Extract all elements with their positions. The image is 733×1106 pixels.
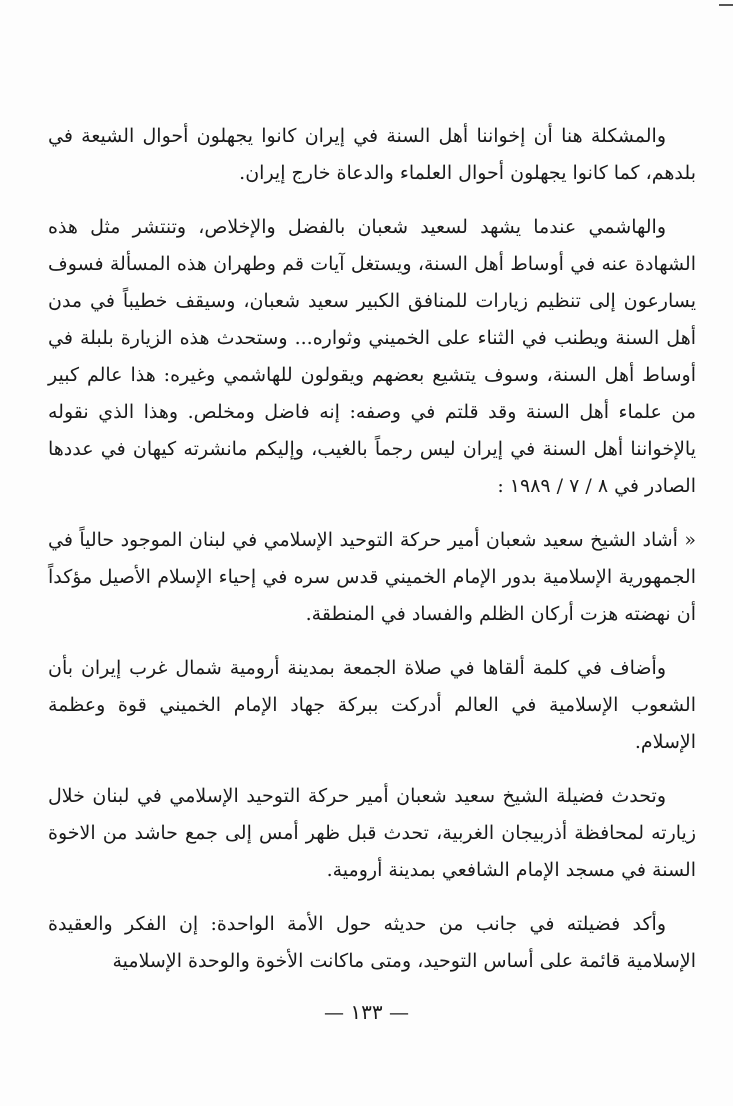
paragraph-4: وأضاف في كلمة ألقاها في صلاة الجمعة بمدينة أرومية شمال غرب إيران بأن الشعوب الإسلامية في العالم أدركت ببركة جهاد الإمام الخميني قوة وعظمة الإسلام.: [48, 657, 696, 753]
paragraph-6: وأكد فضيلته في جانب من حديثه حول الأمة الواحدة: إن الفكر والعقيدة الإسلامية قائمة على أساس التوحيد، ومتى ماكانت الأخوة والوحدة الإسلامية: [48, 913, 696, 972]
paragraph-2: والهاشمي عندما يشهد لسعيد شعبان بالفضل والإخلاص، وتنتشر مثل هذه الشهادة عنه في أوساط أهل السنة، ويستغل آيات قم وطهران هذه المسألة فسوف يسارعون إلى تنظيم زيارات للمنافق الكبير سعيد شعبان، وسيقف خطيباً في مدن أهل السنة ويطنب في الثناء على الخميني وثواره... وستحدث هذه الزيارة بلبلة في أوساط أهل السنة، وسوف يتشيع بعضهم ويقولون للهاشمي وغيره: هذا عالم كبير من علماء أهل السنة وقد قلتم في وصفه: إنه فاضل ومخلص. وهذا الذي نقوله يالإخواننا أهل السنة في إيران ليس رجماً بالغيب، وإليكم مانشرته كيهان في عددها الصادر في ٨ / ٧ / ١٩٨٩ :: [48, 216, 696, 497]
paragraph-3-quote: « أشاد الشيخ سعيد شعبان أمير حركة التوحيد الإسلامي في لبنان الموجود حالياً في الجمهورية الإسلامية بدور الإمام الخميني قدس سره في إحياء الإسلام الأصيل مؤكداً أن نهضته هزت أركان الظلم والفساد في المنطقة.: [48, 529, 696, 625]
scan-edge-mark: [719, 4, 733, 6]
paragraph-5: وتحدث فضيلة الشيخ سعيد شعبان أمير حركة التوحيد الإسلامي في لبنان خلال زيارته لمحافظة أذربيجان الغربية، تحدث قبل ظهر أمس إلى جمع حاشد من الاخوة السنة في مسجد الإمام الشافعي بمدينة أرومية.: [48, 785, 696, 881]
body-text: [48, 118, 696, 997]
page-number: — ١٣٣ —: [324, 1000, 409, 1024]
paragraph-1: والمشكلة هنا أن إخواننا أهل السنة في إيران كانوا يجهلون أحوال الشيعة في بلدهم، كما كانوا يجهلون أحوال العلماء والدعاة خارج إيران.: [48, 125, 696, 184]
